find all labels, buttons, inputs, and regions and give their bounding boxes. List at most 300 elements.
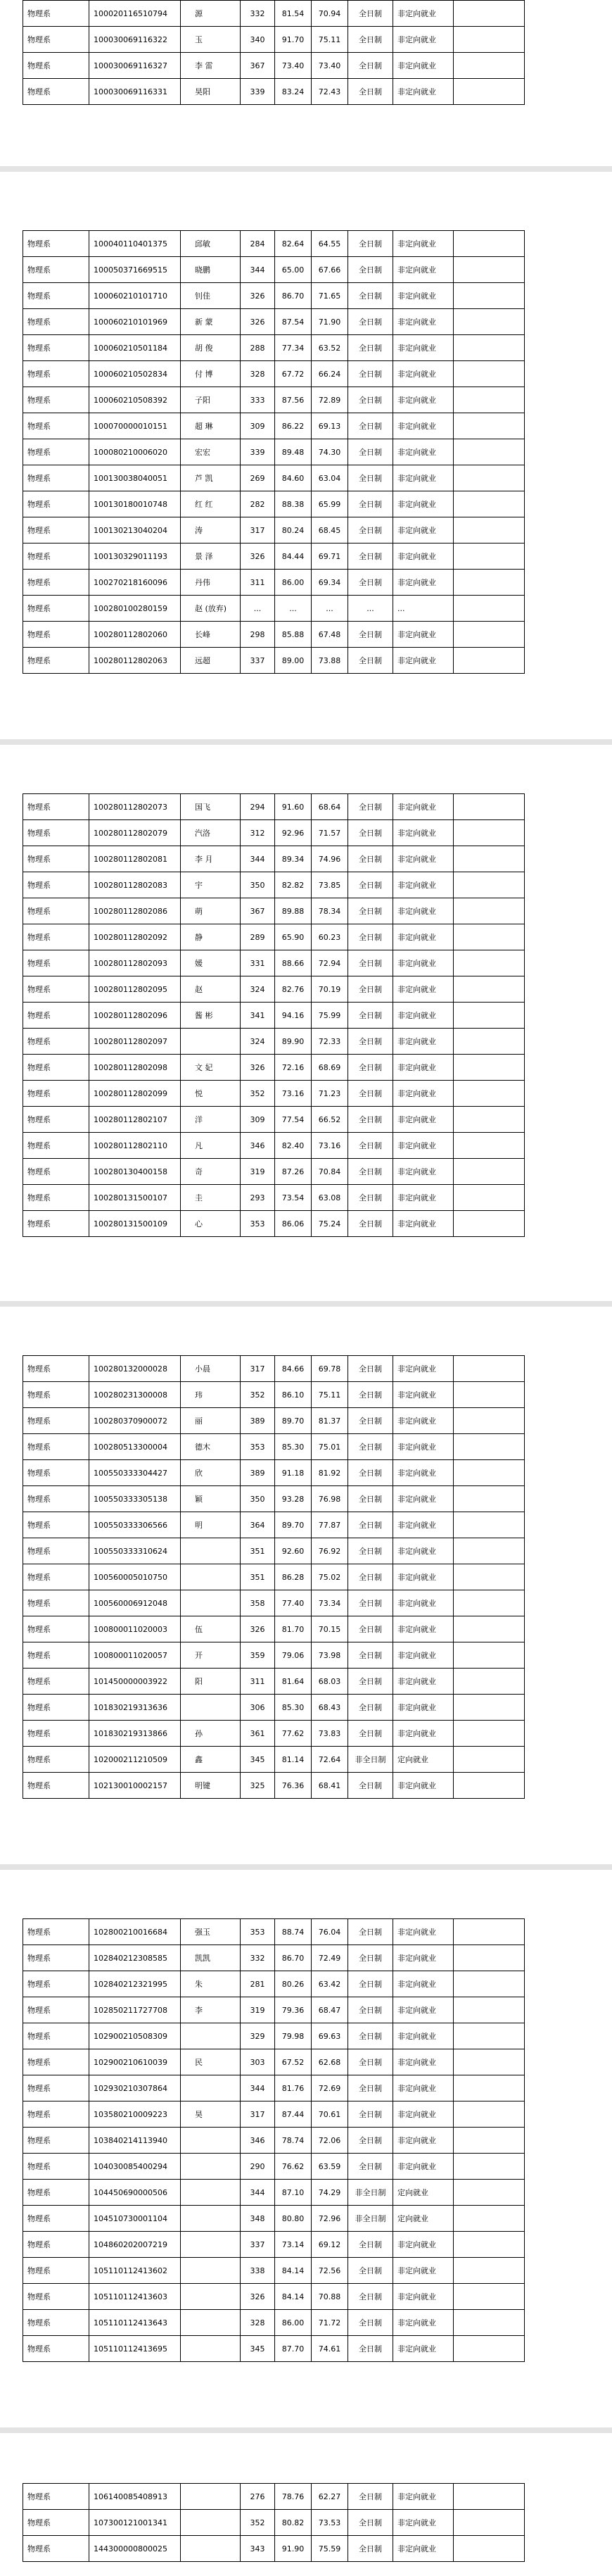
study-mode-cell: 全日制 [348,1486,393,1512]
empty-cell [454,846,525,872]
exam-id-cell: 101450000003922 [89,1669,181,1695]
department-cell: 物理系 [23,1564,89,1590]
initial-score-cell: 350 [241,872,275,898]
department-cell: 物理系 [23,1486,89,1512]
department-cell: 物理系 [23,2484,89,2510]
student-name-cell: 赵 (放弃) [181,596,241,622]
initial-score-cell: 353 [241,1211,275,1237]
total-score-cell: 63.04 [312,465,348,491]
initial-score-cell: 389 [241,1408,275,1434]
employment-type-cell: 非定向就业 [393,1029,454,1055]
table-row [23,257,525,283]
empty-cell [454,517,525,544]
empty-cell [454,2484,525,2510]
retest-score-cell: 85.30 [275,1434,312,1460]
student-name-cell: 玮 [181,1382,241,1408]
exam-id-cell: 102130010002157 [89,1773,181,1799]
empty-cell [454,1460,525,1486]
student-name-cell: 景 泽 [181,544,241,570]
initial-score-cell: 319 [241,1159,275,1185]
study-mode-cell: 全日制 [348,2154,393,2180]
initial-score-cell: 343 [241,2536,275,2562]
total-score-cell: 71.23 [312,1081,348,1107]
student-name-cell [181,2075,241,2101]
department-cell: 物理系 [23,898,89,924]
study-mode-cell: 全日制 [348,79,393,105]
employment-type-cell: 定向就业 [393,2206,454,2232]
department-cell: 物理系 [23,27,89,53]
total-score-cell: 70.88 [312,2284,348,2310]
initial-score-cell: 361 [241,1721,275,1747]
department-cell: 物理系 [23,2336,89,2362]
student-name-cell: 悦 [181,1081,241,1107]
employment-type-cell: 非定向就业 [393,1211,454,1237]
initial-score-cell: 326 [241,2284,275,2310]
employment-type-cell: 非定向就业 [393,1486,454,1512]
exam-id-cell: 102900210610039 [89,2049,181,2075]
empty-cell [454,1642,525,1669]
department-cell: 物理系 [23,820,89,846]
total-score-cell: 75.11 [312,1382,348,1408]
initial-score-cell: 352 [241,2510,275,2536]
initial-score-cell: 340 [241,27,275,53]
department-cell: 物理系 [23,794,89,820]
study-mode-cell: 全日制 [348,1669,393,1695]
student-name-cell: 付 博 [181,361,241,387]
empty-cell [454,1512,525,1538]
table-row [23,570,525,596]
employment-type-cell: 非定向就业 [393,1512,454,1538]
total-score-cell: 72.64 [312,1747,348,1773]
student-name-cell: 昊阳 [181,79,241,105]
page-separator [0,166,612,172]
study-mode-cell: 全日制 [348,622,393,648]
exam-id-cell: 102850211727708 [89,1997,181,2023]
student-name-cell: 源 [181,1,241,27]
empty-cell [454,1971,525,1997]
retest-score-cell: 88.38 [275,491,312,517]
department-cell: 物理系 [23,53,89,79]
total-score-cell: 73.53 [312,2510,348,2536]
employment-type-cell: 非定向就业 [393,1460,454,1486]
retest-score-cell: 77.62 [275,1721,312,1747]
department-cell: 物理系 [23,2075,89,2101]
exam-id-cell: 100280112802110 [89,1133,181,1159]
department-cell: 物理系 [23,1997,89,2023]
table-row [23,1695,525,1721]
department-cell: 物理系 [23,1133,89,1159]
initial-score-cell: 351 [241,1564,275,1590]
study-mode-cell: 全日制 [348,924,393,950]
exam-id-cell: 100060210502834 [89,361,181,387]
employment-type-cell: 非定向就业 [393,2075,454,2101]
department-cell: 物理系 [23,257,89,283]
department-cell: 物理系 [23,439,89,465]
exam-id-cell: 100280130400158 [89,1159,181,1185]
retest-score-cell: 80.24 [275,517,312,544]
study-mode-cell: 全日制 [348,2075,393,2101]
exam-id-cell: 100560006912048 [89,1590,181,1616]
empty-cell [454,1159,525,1185]
student-name-cell [181,2310,241,2336]
retest-score-cell: 78.74 [275,2128,312,2154]
student-name-cell: 民 [181,2049,241,2075]
department-cell: 物理系 [23,950,89,976]
department-cell: 物理系 [23,1055,89,1081]
initial-score-cell: 345 [241,2336,275,2362]
employment-type-cell: 非定向就业 [393,648,454,674]
study-mode-cell: 全日制 [348,465,393,491]
student-name-cell: 丹伟 [181,570,241,596]
employment-type-cell: 非定向就业 [393,1107,454,1133]
student-name-cell: 静 [181,924,241,950]
student-name-cell [181,2154,241,2180]
initial-score-cell: 306 [241,1695,275,1721]
table-row [23,820,525,846]
department-cell: 物理系 [23,596,89,622]
exam-id-cell: 104450690000506 [89,2180,181,2206]
employment-type-cell: 非定向就业 [393,1,454,27]
total-score-cell: 71.57 [312,820,348,846]
total-score-cell: 69.12 [312,2232,348,2258]
total-score-cell: 62.27 [312,2484,348,2510]
initial-score-cell: 351 [241,1538,275,1564]
table-row [23,361,525,387]
table-row [23,544,525,570]
initial-score-cell: 326 [241,283,275,309]
study-mode-cell: 全日制 [348,1695,393,1721]
exam-id-cell: 105110112413602 [89,2258,181,2284]
exam-id-cell: 100030069116331 [89,79,181,105]
study-mode-cell: 全日制 [348,2336,393,2362]
initial-score-cell: 326 [241,309,275,335]
department-cell: 物理系 [23,1538,89,1564]
table-row [23,1055,525,1081]
empty-cell [454,231,525,257]
table-row [23,439,525,465]
department-cell: 物理系 [23,79,89,105]
table-row [23,2484,525,2510]
initial-score-cell: 329 [241,2023,275,2049]
study-mode-cell: 全日制 [348,439,393,465]
table-row [23,27,525,53]
study-mode-cell: 全日制 [348,1971,393,1997]
employment-type-cell: 非定向就业 [393,1382,454,1408]
table-row [23,1971,525,1997]
study-mode-cell: 全日制 [348,648,393,674]
total-score-cell: 71.65 [312,283,348,309]
initial-score-cell: 331 [241,950,275,976]
total-score-cell: 68.43 [312,1695,348,1721]
study-mode-cell: 全日制 [348,2023,393,2049]
employment-type-cell: ... [393,596,454,622]
total-score-cell: 72.43 [312,79,348,105]
initial-score-cell: 326 [241,1055,275,1081]
department-cell: 物理系 [23,1945,89,1971]
study-mode-cell: 全日制 [348,1590,393,1616]
exam-id-cell: 100080210006020 [89,439,181,465]
study-mode-cell: 全日制 [348,1133,393,1159]
table-row [23,465,525,491]
empty-cell [454,309,525,335]
admission-table [23,0,525,105]
initial-score-cell: 298 [241,622,275,648]
retest-score-cell: 86.00 [275,2310,312,2336]
retest-score-cell: 93.28 [275,1486,312,1512]
department-cell: 物理系 [23,387,89,413]
study-mode-cell: 全日制 [348,2310,393,2336]
retest-score-cell: 91.60 [275,794,312,820]
department-cell: 物理系 [23,1642,89,1669]
initial-score-cell: 337 [241,2232,275,2258]
table-row [23,2180,525,2206]
exam-id-cell: 100550333304427 [89,1460,181,1486]
table-row [23,1997,525,2023]
department-cell: 物理系 [23,1029,89,1055]
total-score-cell: 74.61 [312,2336,348,2362]
exam-id-cell: 100070000010151 [89,413,181,439]
initial-score-cell: 364 [241,1512,275,1538]
total-score-cell: 69.13 [312,413,348,439]
retest-score-cell: 89.34 [275,846,312,872]
retest-score-cell: 89.48 [275,439,312,465]
initial-score-cell: 328 [241,361,275,387]
initial-score-cell: 344 [241,2180,275,2206]
table-row [23,648,525,674]
initial-score-cell: 326 [241,544,275,570]
study-mode-cell: 全日制 [348,2232,393,2258]
student-name-cell: 开 [181,1642,241,1669]
exam-id-cell: 101830219313866 [89,1721,181,1747]
employment-type-cell: 定向就业 [393,1747,454,1773]
student-name-cell: 文 妃 [181,1055,241,1081]
retest-score-cell: 83.24 [275,79,312,105]
employment-type-cell: 非定向就业 [393,820,454,846]
student-name-cell [181,2336,241,2362]
retest-score-cell: 87.10 [275,2180,312,2206]
exam-id-cell: 100280132000028 [89,1356,181,1382]
department-cell: 物理系 [23,924,89,950]
empty-cell [454,27,525,53]
student-name-cell [181,2128,241,2154]
employment-type-cell: 非定向就业 [393,622,454,648]
department-cell: 物理系 [23,491,89,517]
initial-score-cell: 289 [241,924,275,950]
employment-type-cell: 非定向就业 [393,1971,454,1997]
retest-score-cell: 86.70 [275,283,312,309]
total-score-cell: 72.96 [312,2206,348,2232]
table-row [23,1460,525,1486]
initial-score-cell: 367 [241,53,275,79]
study-mode-cell: 全日制 [348,570,393,596]
department-cell: 物理系 [23,2128,89,2154]
department-cell: 物理系 [23,1211,89,1237]
employment-type-cell: 非定向就业 [393,1695,454,1721]
empty-cell [454,622,525,648]
exam-id-cell: 102840212321995 [89,1971,181,1997]
student-name-cell: 子阳 [181,387,241,413]
exam-id-cell: 107300121001341 [89,2510,181,2536]
table-row [23,924,525,950]
initial-score-cell: 325 [241,1773,275,1799]
table-row [23,596,525,622]
employment-type-cell: 非定向就业 [393,2336,454,2362]
table-row [23,950,525,976]
total-score-cell: 63.08 [312,1185,348,1211]
table-row [23,2536,525,2562]
initial-score-cell: 281 [241,1971,275,1997]
initial-score-cell: 348 [241,2206,275,2232]
initial-score-cell: 276 [241,2484,275,2510]
initial-score-cell: 269 [241,465,275,491]
retest-score-cell: 85.30 [275,1695,312,1721]
study-mode-cell: 全日制 [348,1356,393,1382]
student-name-cell: 国飞 [181,794,241,820]
employment-type-cell: 非定向就业 [393,1721,454,1747]
employment-type-cell: 非定向就业 [393,2128,454,2154]
table-row [23,1211,525,1237]
department-cell: 物理系 [23,872,89,898]
employment-type-cell: 非定向就业 [393,1616,454,1642]
retest-score-cell: 81.54 [275,1,312,27]
employment-type-cell: 非定向就业 [393,570,454,596]
student-name-cell: 李 雷 [181,53,241,79]
exam-id-cell: 100020116510794 [89,1,181,27]
empty-cell [454,2206,525,2232]
employment-type-cell: 非定向就业 [393,2049,454,2075]
student-name-cell [181,1029,241,1055]
exam-id-cell: 100130213040204 [89,517,181,544]
initial-score-cell: 367 [241,898,275,924]
initial-score-cell: 332 [241,1,275,27]
exam-id-cell: 100060210508392 [89,387,181,413]
retest-score-cell: 73.14 [275,2232,312,2258]
retest-score-cell: 85.88 [275,622,312,648]
study-mode-cell: 全日制 [348,976,393,1003]
total-score-cell: 75.24 [312,1211,348,1237]
study-mode-cell: 全日制 [348,1945,393,1971]
department-cell: 物理系 [23,517,89,544]
empty-cell [454,596,525,622]
initial-score-cell: 346 [241,1133,275,1159]
table-row [23,1,525,27]
empty-cell [454,335,525,361]
initial-score-cell: 389 [241,1460,275,1486]
employment-type-cell: 非定向就业 [393,27,454,53]
retest-score-cell: 84.60 [275,465,312,491]
table-row [23,1773,525,1799]
retest-score-cell: 72.16 [275,1055,312,1081]
exam-id-cell: 102930210307864 [89,2075,181,2101]
initial-score-cell: 324 [241,976,275,1003]
table-row [23,387,525,413]
student-name-cell [181,2232,241,2258]
total-score-cell: 70.15 [312,1616,348,1642]
table-row [23,1538,525,1564]
exam-id-cell: 100280131500109 [89,1211,181,1237]
exam-id-cell: 100060210501184 [89,335,181,361]
student-name-cell [181,2536,241,2562]
admission-table [23,1918,525,2362]
department-cell: 物理系 [23,976,89,1003]
total-score-cell: 72.94 [312,950,348,976]
total-score-cell: 72.06 [312,2128,348,2154]
study-mode-cell: 全日制 [348,53,393,79]
study-mode-cell: 全日制 [348,361,393,387]
retest-score-cell: 78.76 [275,2484,312,2510]
student-name-cell: 孙 [181,1721,241,1747]
initial-score-cell: 353 [241,1434,275,1460]
exam-id-cell: 100030069116322 [89,27,181,53]
empty-cell [454,1721,525,1747]
table-row [23,1616,525,1642]
table-row [23,2510,525,2536]
retest-score-cell: 84.44 [275,544,312,570]
exam-id-cell: 100280112802063 [89,648,181,674]
retest-score-cell: 91.18 [275,1460,312,1486]
retest-score-cell: 89.90 [275,1029,312,1055]
student-name-cell: 阳 [181,1669,241,1695]
empty-cell [454,794,525,820]
employment-type-cell: 非定向就业 [393,361,454,387]
empty-cell [454,2232,525,2258]
study-mode-cell: 全日制 [348,1721,393,1747]
retest-score-cell: 84.14 [275,2284,312,2310]
study-mode-cell: 全日制 [348,1512,393,1538]
empty-cell [454,1029,525,1055]
student-name-cell: 颖 [181,1486,241,1512]
empty-cell [454,2336,525,2362]
study-mode-cell: 全日制 [348,1773,393,1799]
student-name-cell: 鑫 [181,1747,241,1773]
initial-score-cell: 339 [241,439,275,465]
student-name-cell [181,2206,241,2232]
table-row [23,1434,525,1460]
student-name-cell: 萌 [181,898,241,924]
exam-id-cell: 100280112802083 [89,872,181,898]
total-score-cell: 76.04 [312,1919,348,1945]
retest-score-cell: 91.70 [275,27,312,53]
study-mode-cell: 全日制 [348,1055,393,1081]
employment-type-cell: 非定向就业 [393,1133,454,1159]
exam-id-cell: 100060210101969 [89,309,181,335]
total-score-cell: 73.98 [312,1642,348,1669]
empty-cell [454,53,525,79]
initial-score-cell: ... [241,596,275,622]
total-score-cell: 66.52 [312,1107,348,1133]
student-name-cell: 丽 [181,1408,241,1434]
total-score-cell: 62.68 [312,2049,348,2075]
department-cell: 物理系 [23,1669,89,1695]
employment-type-cell: 非定向就业 [393,1773,454,1799]
department-cell: 物理系 [23,2180,89,2206]
empty-cell [454,2101,525,2128]
total-score-cell: 74.29 [312,2180,348,2206]
student-name-cell [181,2023,241,2049]
study-mode-cell: 全日制 [348,1159,393,1185]
total-score-cell: 68.45 [312,517,348,544]
exam-id-cell: 105110112413695 [89,2336,181,2362]
exam-id-cell: 104860202007219 [89,2232,181,2258]
study-mode-cell: 全日制 [348,2128,393,2154]
table-row [23,1919,525,1945]
exam-id-cell: 101830219313636 [89,1695,181,1721]
total-score-cell: 75.99 [312,1003,348,1029]
empty-cell [454,2128,525,2154]
retest-score-cell: 65.90 [275,924,312,950]
student-name-cell: 朱 [181,1971,241,1997]
department-cell: 物理系 [23,1434,89,1460]
